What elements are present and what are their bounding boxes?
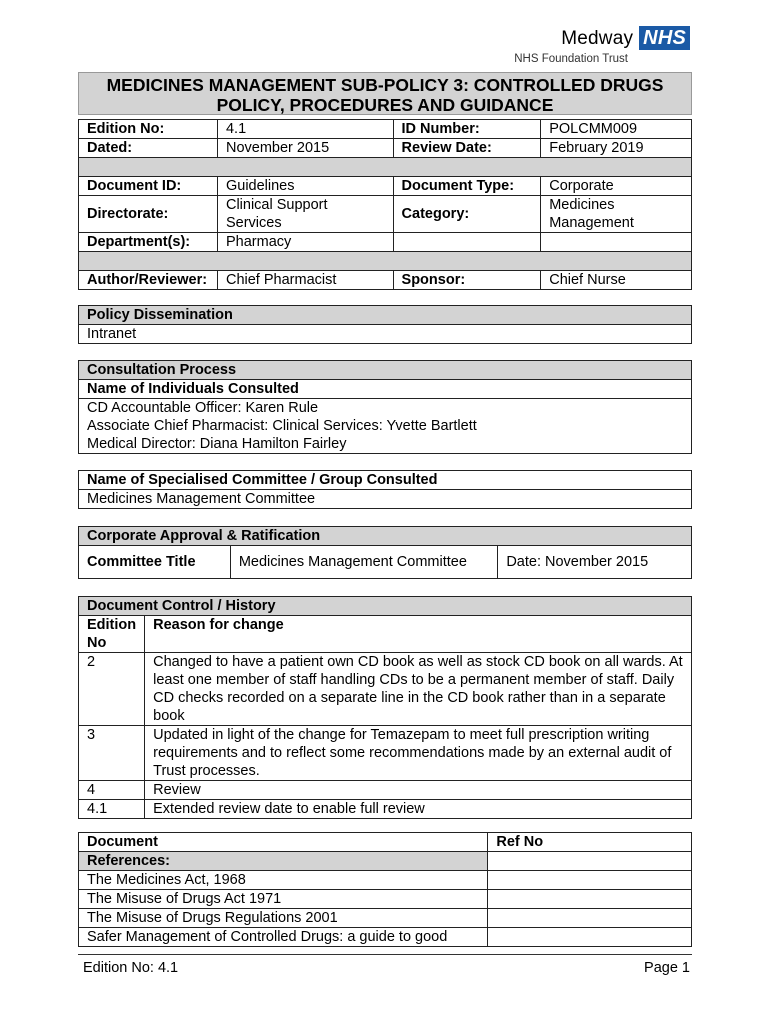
- history-edition: 2: [79, 653, 145, 726]
- table-row: [79, 909, 692, 928]
- consulted-individuals-header: Name of Individuals Consulted: [79, 380, 692, 399]
- review-value: February 2019: [541, 139, 692, 158]
- committee-title-value: Medicines Management Committee: [230, 546, 498, 579]
- docid-label: Document ID:: [79, 177, 218, 196]
- history-reason: Extended review date to enable full review: [145, 800, 692, 819]
- footer-page-number: Page 1: [644, 960, 690, 976]
- reason-header: Reason for change: [145, 616, 692, 653]
- table-row: [79, 653, 692, 726]
- document-info-table: [78, 119, 692, 290]
- review-label: Review Date:: [393, 139, 541, 158]
- history-header: Document Control / History: [79, 597, 692, 616]
- consulted-person: CD Accountable Officer: Karen Rule: [87, 400, 319, 416]
- history-reason: Review: [145, 781, 692, 800]
- author-value: Chief Pharmacist: [217, 271, 393, 290]
- dissemination-value: Intranet: [79, 325, 692, 344]
- document-title: [78, 72, 692, 115]
- docid-value: Guidelines: [217, 177, 393, 196]
- table-row: [79, 781, 692, 800]
- reference-item: The Misuse of Drugs Regulations 2001: [79, 909, 488, 928]
- title-line-1: MEDICINES MANAGEMENT SUB-POLICY 3: CONTROLLED DRUGS: [106, 75, 664, 95]
- spacer-row: [79, 252, 692, 271]
- sponsor-label: Sponsor:: [393, 271, 541, 290]
- history-edition: 3: [79, 726, 145, 781]
- edition-no-header: Edition No: [79, 616, 145, 653]
- trust-logo: [490, 26, 690, 66]
- committee-title-label: Committee Title: [79, 546, 231, 579]
- consulted-person: Associate Chief Pharmacist: Clinical Services: Yvette Bartlett: [87, 418, 477, 434]
- consulted-person: Medical Director: Diana Hamilton Fairley: [87, 436, 347, 452]
- table-row: [79, 890, 692, 909]
- table-row: [79, 871, 692, 890]
- references-table: [78, 832, 692, 947]
- edition-label: Edition No:: [79, 120, 218, 139]
- approval-table: [78, 526, 692, 579]
- table-row: [79, 800, 692, 819]
- footer-divider: [78, 954, 692, 955]
- dated-value: November 2015: [217, 139, 393, 158]
- category-label: Category:: [393, 196, 541, 233]
- history-reason: Updated in light of the change for Temazepam to meet full prescription writing requirements and to reflect some recommendations made by an external audit of Trust processes.: [145, 726, 692, 781]
- committee-value: Medicines Management Committee: [79, 490, 692, 509]
- history-edition: 4.1: [79, 800, 145, 819]
- category-value: Medicines Management: [541, 196, 692, 233]
- consultation-table: [78, 360, 692, 454]
- dissemination-table: [78, 305, 692, 344]
- spacer-row: [79, 158, 692, 177]
- title-line-2: POLICY, PROCEDURES AND GUIDANCE: [216, 95, 554, 115]
- references-header: References:: [79, 852, 488, 871]
- directorate-value: Clinical Support Services: [217, 196, 393, 233]
- id-value: POLCMM009: [541, 120, 692, 139]
- id-label: ID Number:: [393, 120, 541, 139]
- dissemination-header: Policy Dissemination: [79, 306, 692, 325]
- table-row: [79, 928, 692, 947]
- nhs-logo: NHS: [639, 26, 690, 50]
- dated-label: Dated:: [79, 139, 218, 158]
- trust-name: Medway: [561, 28, 634, 49]
- edition-value: 4.1: [217, 120, 393, 139]
- committee-table: [78, 470, 692, 509]
- consultation-header: Consultation Process: [79, 361, 692, 380]
- document-history-table: [78, 596, 692, 819]
- approval-date: Date: November 2015: [498, 546, 692, 579]
- history-reason: Changed to have a patient own CD book as well as stock CD book on all wards. At least one member of staff handling CDs to be a permanent member of staff. Daily CD checks recorded on a separate line in the CD book rather than in a separate book: [145, 653, 692, 726]
- consulted-individuals: [79, 399, 692, 454]
- reference-item: Safer Management of Controlled Drugs: a guide to good: [79, 928, 488, 947]
- directorate-label: Directorate:: [79, 196, 218, 233]
- ref-no-header: Ref No: [488, 833, 692, 852]
- footer-edition: Edition No: 4.1: [83, 960, 179, 976]
- committee-header: Name of Specialised Committee / Group Consulted: [79, 471, 692, 490]
- department-value: Pharmacy: [217, 233, 393, 252]
- doctype-value: Corporate: [541, 177, 692, 196]
- approval-header: Corporate Approval & Ratification: [79, 527, 692, 546]
- reference-item: The Medicines Act, 1968: [79, 871, 488, 890]
- table-row: [79, 726, 692, 781]
- history-edition: 4: [79, 781, 145, 800]
- sponsor-value: Chief Nurse: [541, 271, 692, 290]
- department-label: Department(s):: [79, 233, 218, 252]
- author-label: Author/Reviewer:: [79, 271, 218, 290]
- trust-subtitle: NHS Foundation Trust: [514, 53, 628, 65]
- doctype-label: Document Type:: [393, 177, 541, 196]
- reference-item: The Misuse of Drugs Act 1971: [79, 890, 488, 909]
- document-header: Document: [79, 833, 488, 852]
